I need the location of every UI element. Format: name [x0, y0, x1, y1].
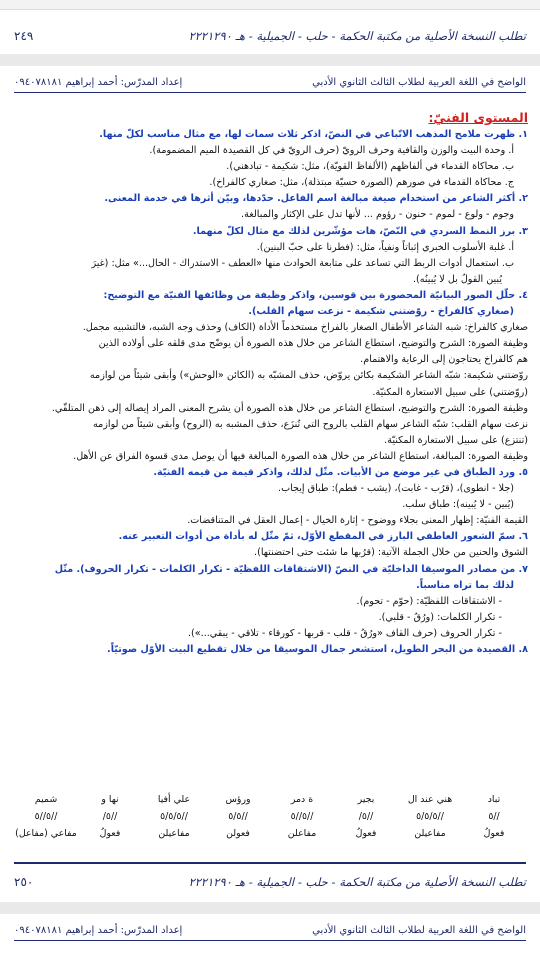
scansion-word: هني عند ال [407, 794, 453, 805]
footer-shop-text: تطلب النسخة الأصلية من مكتبة الحكمة - حلب - الجميلية - هـ ٢٢٢١٢٩٠ [188, 29, 526, 43]
page-number: ٢٥٠ [14, 875, 34, 889]
scansion-foot: فعولُ [99, 828, 121, 839]
content-line: وظيفة الصورة: المبالغة، استطاع الشاعر من خلال هذه الصورة المبالغة فيها أن يوصل مدى قسوة الفراق عن الأهل. [73, 450, 528, 462]
scansion-word: تباد [487, 794, 501, 805]
content-line: صغاري كالفراخ: شبه الشاعر الأطفال الصغار بالفراخ مستخدماً الأداة (الكاف) وحذف وجه الشبه، فالتشبيه مجمل. [82, 322, 528, 334]
content-line: هم كالفراخ يحتاجون إلى الرعاية والاهتمام. [360, 354, 528, 366]
content-line: أ. غلبة الأسلوب الخبري إثباتاً ونفياً، مثل: (فطرنا على حبّ البنين). [256, 241, 514, 253]
scansion-foot: مفاعيلن [414, 828, 446, 839]
content-line: (جلا - انطوى)، (قرُب - غابت)، (يشب - فطم): طباق إيجاب. [278, 483, 514, 495]
content-line: ب. استعمال أدوات الربط التي تساعد على متابعة الحوادث منها «العطف - الاستدراك - الحال...» مثل: (غيرَ [91, 257, 514, 269]
content-line: لذلك بما تراه مناسباً. [416, 579, 514, 591]
page-header-next [14, 920, 526, 941]
content-line: وجوم - ولوع - لموم - حنون - رؤوم ... لأنها تدل على الإكثار والمبالغة. [241, 209, 514, 221]
scansion-foot: مفاعيلن [158, 828, 190, 839]
content-line: وظيفة الصورة: الشرح والتوضيح، استطاع الشاعر من خلال هذه الصورة أن يوضّح مدى قلقه على أولاده الذين [98, 338, 528, 350]
scansion-mark: //٥ [488, 811, 500, 822]
content-line: نزعت سهام القلب: شبّه الشاعر سهام القلب بالروح التي تُنزَع، حذف المشبه به (الروح) وأبقى شيئاً من لوازمه [93, 418, 528, 430]
content-lines [12, 127, 528, 658]
content-line: الشوق والحنين من خلال الجملة الآتية: (قرُبها ما شئت حتى احتضنتها). [254, 547, 528, 559]
content-line: القيمة الفنيّة: إظهار المعنى بجلاء ووضوح - إثارة الخيال - إعمال العقل في المتناقضات. [187, 515, 528, 527]
scansion-foot: مفاعلن [287, 828, 317, 839]
page-footer-bottom [14, 868, 526, 896]
content-line: أ. وحدة البيت والوزن والقافية وحرف الرويّ (حرف الرويّ في كل القصيدة الميم المضمومة). [149, 145, 514, 157]
scansion-mark: //٥/٥/٥ [416, 811, 444, 822]
content-line: روّضتني شكيمة: شبّه الشاعر الشكيمة بكائن يروّض، حذف المشبّه به (الكائن «الوحش») وأبقى شيئاً من لوازمه [89, 370, 528, 382]
content-line: (يُبين - لا يُبينه): طباق سلب. [402, 499, 514, 511]
scansion-word: علي أفيا [157, 794, 191, 805]
scansion-word: بجير [357, 794, 375, 805]
page-footer-top [14, 22, 526, 50]
scansion-mark: //٥//٥ [290, 811, 314, 822]
footer-shop-text: تطلب النسخة الأصلية من مكتبة الحكمة - حلب - الجميلية - هـ ٢٢٢١٢٩٠ [188, 875, 526, 889]
scansion-mark: //٥/٥/٥ [160, 811, 188, 822]
page-number: ٢٤٩ [14, 29, 34, 43]
scansion-foot: مفاعي (مفاعل) [15, 828, 77, 839]
page-header [14, 72, 526, 93]
content-line: ٧. من مصادر الموسيقا الداخليّة في النصّ (الاشتقاقات اللفظيّة - تكرار الكلمات - تكرار الحروف). مثّل [54, 563, 528, 575]
content-line: ٤. حلّل الصور البيانيّة المحصورة بين قوسين، واذكر وظيفة من وظائفها الفنيّة مع التوضيح: [103, 289, 528, 301]
header-subject: الواضح في اللغة العربية لطلاب الثالث الثانوي الأدبي [312, 76, 526, 88]
content-line: ج. محاكاة القدماء في صورهم (الصورة حسيّة مبتذلة)، مثل: صغاري كالفراخ). [209, 177, 514, 189]
content-line: يُبين القولُ بل لا يُبينُه). [412, 273, 502, 285]
scansion-word: ة دمر [290, 794, 314, 805]
section-title: المستوى الفنيّ: [428, 110, 528, 125]
header-author: إعداد المدرّس: أحمد إبراهيم ٠٩٤٠٧٨١٨١ [14, 924, 183, 936]
header-subject: الواضح في اللغة العربية لطلاب الثالث الثانوي الأدبي [312, 924, 526, 936]
scansion-word: شميم [34, 794, 58, 805]
content-line: ٣. برز النمط السردي في النّصّ، هات مؤشّرين لذلك مع مثال لكلّ منهما. [192, 225, 528, 237]
scansion-foot: فعولُ [483, 828, 505, 839]
scansion-word: نها و [101, 794, 119, 805]
content-line: (روّضتني) على سبيل الاستعارة المكنيّة. [372, 386, 528, 398]
content-line: ب. محاكاة القدماء في ألفاظهم (الألفاظ القويّة)، مثل: شكيمة - تبادهني). [226, 161, 514, 173]
content-line: ٦. سمّ الشعور العاطفي البارز في المقطع الأوّل، ثمّ مثّل له بأداة من أدوات التعبير عنه. [118, 531, 528, 543]
header-author: إعداد المدرّس: أحمد إبراهيم ٠٩٤٠٧٨١٨١ [14, 76, 183, 88]
content-line: ٨. القصيدة من البحر الطويل، استشعر جمال الموسيقا من خلال تقطيع البيت الأوّل صوتيّاً. [107, 644, 528, 655]
separator-line [14, 862, 526, 864]
scansion-foot: فعولن [226, 828, 250, 839]
scansion-marks [14, 811, 526, 822]
content-line: وظيفة الصورة: الشرح والتوضيح، استطاع الشاعر من خلال هذه الصورة أن يشرح المعنى المراد إيصاله إلى ذهن المتلقّي. [51, 402, 528, 414]
scansion-mark: //٥/ [358, 811, 374, 822]
scansion-mark: //٥/ [102, 811, 118, 822]
content-line: - تكرار الحروف (حرف القاف «ورُقُ - قلب - قربها - كورقاء - تلاقي - يبقي...»). [188, 627, 502, 639]
content-line: (تنتزع) على سبيل الاستعارة المكنيّة. [384, 434, 528, 446]
content-line: - تكرار الكلمات: (ورُقُ - قلبي). [378, 611, 502, 623]
scansion-mark: //٥//٥ [34, 811, 58, 822]
page-gap [0, 902, 540, 914]
previous-page-edge [0, 0, 540, 10]
content-line: ٢. أكثر الشاعر من استخدام صيغة مبالغة اسم الفاعل. حدّدها، وبيّن أثرها في خدمة المعنى. [104, 193, 528, 205]
content-line: ١. ظهرت ملامح المذهب الاتّباعي في النصّ، اذكر ثلاث سمات لها، مع مثال مناسب لكلّ منها. [99, 129, 528, 140]
page-gap [0, 54, 540, 66]
content-line: - الاشتقاقات اللفظيّة: (حوّم - تحوم). [356, 595, 502, 607]
page-content [12, 108, 528, 658]
scansion-feet [14, 828, 526, 839]
content-line: ٥. ورد الطباق في غير موضع من الأبيات. مثّل لذلك، واذكر قيمة من قيمه الفنيّة. [153, 466, 528, 478]
scansion-words [14, 794, 526, 805]
scansion-mark: //٥/٥ [228, 811, 248, 822]
scansion-foot: فعولُ [355, 828, 377, 839]
content-line: (صغاري كالفراخ - روّضتني شكيمة - نزعت سهام القلب). [248, 306, 514, 318]
scansion-word: ورؤس [225, 794, 251, 805]
